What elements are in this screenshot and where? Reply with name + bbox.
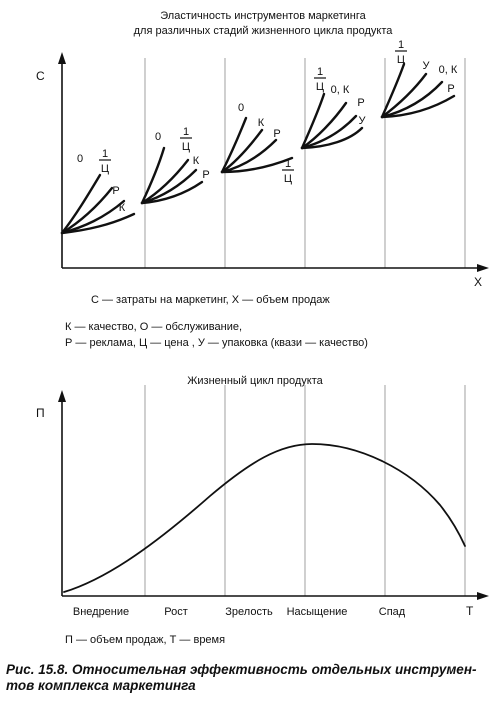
fraction-numerator: 1 [316,66,324,78]
bottom-y-axis-label: П [36,406,45,420]
fraction-denominator: Ц [100,163,110,175]
top-axes [62,58,483,268]
fraction-label-1-over-price [99,148,111,175]
stage-label-decline: Спад [378,606,406,618]
curve-label: К [257,117,265,129]
fraction-denominator: Ц [181,141,191,153]
curve-label: Р [447,83,455,95]
stage-4-curves [302,94,365,148]
elasticity-curve [142,160,188,203]
caption-line-2: тов комплекса маркетинга [6,678,196,693]
stage-label-saturation: Насыщение [286,606,348,618]
curve-label: 0, К [438,64,458,76]
top-x-arrowhead [477,264,489,272]
curve-label: К [192,155,200,167]
curve-labels [77,39,458,214]
stage-label-introduction: Внедрение [72,606,130,618]
legend-line-2: Р — реклама, Ц — цена , У — упаковка (квази — качество) [65,337,368,349]
curve-label: 0 [76,153,84,165]
top-x-axis-label: Х [474,275,483,289]
bottom-stage-separators [145,385,465,596]
elasticity-curve [62,175,100,233]
product-life-cycle-curve [64,444,465,592]
curve-label: К [118,202,126,214]
stage-label-growth: Рост [164,606,188,618]
bottom-x-arrowhead [477,592,489,600]
fraction-label-1-over-price [314,66,326,93]
curve-label: 0 [237,102,245,114]
curve-label: Р [357,97,365,109]
curve-label: 0 [154,131,162,143]
curve-label: У [422,60,430,72]
fraction-numerator: 1 [397,39,405,51]
bottom-axes-note: П — объем продаж, Т — время [65,634,226,646]
top-y-axis-label: С [36,69,45,83]
top-y-arrowhead [58,52,66,64]
caption-line-1: Рис. 15.8. Относительная эффективность отдельных инструмен- [6,662,477,677]
top-axes-note: С — затраты на маркетинг, Х — объем продаж [91,294,330,306]
fraction-denominator: Ц [315,81,325,93]
fraction-numerator: 1 [101,148,109,160]
elasticity-curve [382,82,442,117]
top-title-line2: для различных стадий жизненного цикла продукта [133,25,393,37]
curve-label: Р [273,128,281,140]
fraction-numerator: 1 [182,126,190,138]
fraction-numerator: 1 [284,158,292,170]
legend-line-1: К — качество, О — обслуживание, [65,321,243,333]
bottom-x-axis-label: Т [466,604,474,618]
stage-label-maturity: Зрелость [225,606,273,618]
curve-label: 0, К [330,84,350,96]
top-title-line1: Эластичность инструментов маркетинга [160,10,366,22]
bottom-y-arrowhead [58,390,66,402]
stage-labels [73,606,406,618]
fraction-label-1-over-price [180,126,192,153]
fraction-denominator: Ц [396,54,406,66]
curve-label: Р [202,169,210,181]
curve-label: У [358,115,366,127]
bottom-title: Жизненный цикл продукта [187,375,323,387]
bottom-axes [62,396,483,596]
curve-label: Р [112,185,120,197]
fraction-label-1-over-price [395,39,407,66]
fraction-denominator: Ц [283,173,293,185]
figure-caption [6,662,498,694]
